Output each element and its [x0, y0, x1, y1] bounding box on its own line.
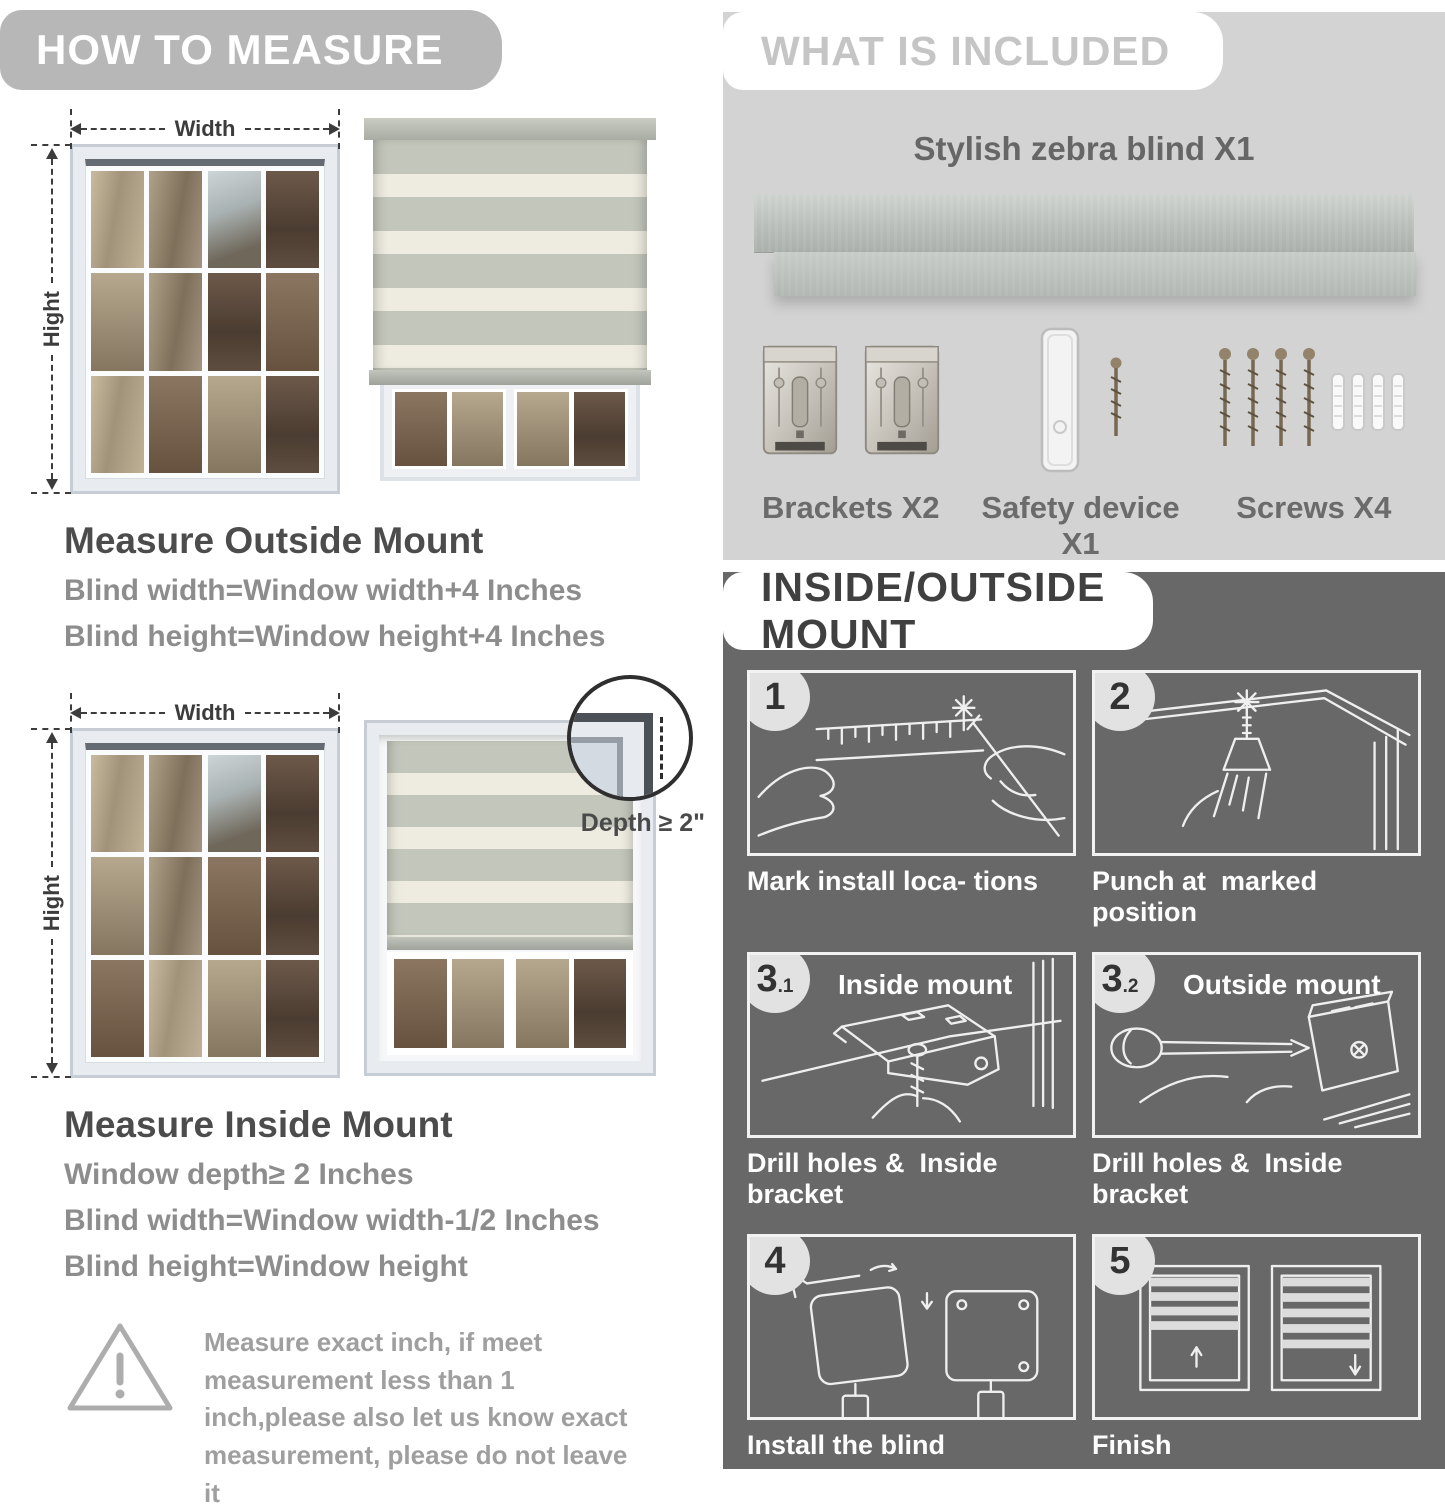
height-label: Hight	[39, 874, 64, 932]
what-is-included-header	[723, 12, 1223, 90]
warning-triangle-icon	[64, 1318, 176, 1418]
step-caption: Install the blind	[747, 1430, 946, 1460]
inside-mount-rule: Blind height=Window height	[64, 1250, 468, 1283]
step-badge: 4	[747, 1234, 810, 1295]
window-photo	[70, 144, 340, 494]
window-pane	[91, 755, 144, 852]
window-pane	[149, 755, 202, 852]
right-column	[723, 0, 1445, 1460]
width-dimension-arrow	[70, 698, 340, 728]
outside-mount-figures	[34, 114, 712, 494]
window-pane	[208, 273, 261, 370]
warning-text: Measure exact inch, if meet measurement less than 1 inch,please also let us know exact measurement, please do not leave it	[204, 1327, 628, 1508]
step-2	[1092, 670, 1421, 928]
step-subtitle: Outside mount	[1183, 969, 1381, 1000]
inside-mount-rule: Blind width=Window width-1/2 Inches	[64, 1204, 600, 1237]
window-pane	[208, 755, 261, 852]
measure-warning	[64, 1318, 712, 1512]
step-badge: 3 .1	[747, 952, 810, 1013]
window-diagram-outside	[34, 114, 340, 494]
included-components	[741, 324, 1427, 476]
mount-header	[723, 564, 1153, 657]
window-pane	[91, 857, 144, 954]
step-5	[1092, 1234, 1421, 1461]
dimension-tick	[338, 109, 340, 149]
window-pane	[208, 960, 261, 1057]
safety-device-icon	[1036, 325, 1084, 475]
arrow-down-icon	[46, 1063, 58, 1074]
headrail-image	[754, 194, 1414, 296]
depth-magnifier-icon	[567, 675, 693, 801]
depth-requirement-label: Depth ≥ 2"	[580, 809, 705, 837]
step-3-1	[747, 952, 1076, 1210]
window-pane	[91, 171, 144, 268]
window-pane	[208, 376, 261, 473]
window-pane	[91, 960, 144, 1057]
inside-outside-mount-section	[723, 564, 1445, 1469]
step-badge: 3 .2	[1092, 952, 1155, 1013]
how-to-measure-title: HOW TO MEASURE	[36, 26, 444, 73]
width-label: Width	[174, 116, 236, 141]
window-pane	[149, 273, 202, 370]
dimension-tick	[31, 1076, 71, 1078]
step-caption: Drill holes & Inside bracket	[1092, 1148, 1351, 1209]
width-dimension-arrow	[70, 114, 340, 144]
window-sash-right	[208, 171, 319, 473]
blind-bottom-rail	[387, 937, 633, 950]
how-to-measure-header	[0, 10, 502, 90]
window-photo	[70, 728, 340, 1078]
dimension-tick	[31, 144, 71, 146]
window-pane	[91, 273, 144, 370]
component-labels	[741, 490, 1427, 562]
window-pane	[208, 171, 261, 268]
window-pane	[149, 960, 202, 1057]
step-badge: 1	[747, 670, 810, 731]
height-label: Hight	[39, 290, 64, 348]
blind-bottom-rail	[369, 370, 651, 385]
zebra-blind-inside-mount	[364, 720, 705, 1076]
window-pane	[208, 857, 261, 954]
window-below-blind	[380, 385, 640, 481]
dimension-tick	[31, 728, 71, 730]
how-to-measure-section	[0, 0, 712, 1508]
window-below-blind	[387, 952, 633, 1055]
zebra-blind-outside-mount	[364, 118, 656, 481]
what-is-included-section	[723, 12, 1445, 560]
step-badge: 5	[1092, 1234, 1155, 1295]
window-pane	[266, 960, 319, 1057]
dimension-tick	[338, 693, 340, 733]
arrow-down-icon	[46, 479, 58, 490]
installation-steps	[747, 670, 1421, 1461]
step-caption: Drill holes & Inside bracket	[747, 1148, 1006, 1209]
inside-mount-title: Measure Inside Mount	[64, 1104, 453, 1145]
screws-anchors-icon	[1214, 338, 1414, 462]
step-1	[747, 670, 1076, 928]
step-caption: Mark install loca- tions	[747, 866, 1039, 896]
arrow-up-icon	[46, 732, 58, 743]
outside-mount-rule: Blind width=Window width+4 Inches	[64, 574, 583, 607]
window-pane	[266, 171, 319, 268]
window-pane	[266, 857, 319, 954]
screws-label: Screws X4	[1236, 490, 1392, 525]
dimension-tick	[70, 109, 72, 149]
safety-device-image	[961, 324, 1201, 476]
window-pane	[266, 755, 319, 852]
window-pane	[266, 376, 319, 473]
what-is-included-title: WHAT IS INCLUDED	[761, 27, 1171, 74]
brackets-label: Brackets X2	[762, 490, 940, 525]
step-caption: Punch at marked position	[1092, 866, 1325, 927]
window-pane	[91, 376, 144, 473]
step-badge: 2	[1092, 670, 1155, 731]
window-pane	[149, 171, 202, 268]
step-4	[747, 1234, 1076, 1461]
width-label: Width	[174, 700, 236, 725]
blind-headrail	[364, 118, 656, 140]
dimension-tick	[31, 492, 71, 494]
arrow-up-icon	[46, 148, 58, 159]
inside-mount-figures	[34, 698, 712, 1078]
step-3-2	[1092, 952, 1421, 1210]
window-pane	[149, 857, 202, 954]
bracket-icon	[760, 338, 840, 462]
height-dimension-arrow	[34, 728, 70, 1078]
dimension-tick	[70, 693, 72, 733]
height-dimension-arrow	[34, 144, 70, 494]
window-sash-right	[208, 755, 319, 1057]
step-caption: Finish	[1092, 1430, 1172, 1460]
inside-mount-rule: Window depth≥ 2 Inches	[64, 1158, 414, 1191]
safety-device-label: Safety device X1	[981, 490, 1180, 561]
window-sash-left	[91, 755, 202, 1057]
window-pane	[149, 376, 202, 473]
outside-mount-rule: Blind height=Window height+4 Inches	[64, 620, 606, 653]
window-pane	[266, 273, 319, 370]
brackets-image	[741, 324, 961, 476]
product-title: Stylish zebra blind X1	[913, 130, 1255, 167]
step-subtitle: Inside mount	[838, 969, 1013, 1000]
window-sash-left	[91, 171, 202, 473]
screws-image	[1201, 324, 1427, 476]
screw-icon	[1106, 357, 1126, 443]
outside-mount-title: Measure Outside Mount	[64, 520, 484, 561]
blind-fabric-stripes	[373, 140, 647, 370]
bracket-icon	[862, 338, 942, 462]
window-diagram-inside	[34, 698, 340, 1078]
mount-title: INSIDE/OUTSIDE MOUNT	[761, 564, 1106, 657]
